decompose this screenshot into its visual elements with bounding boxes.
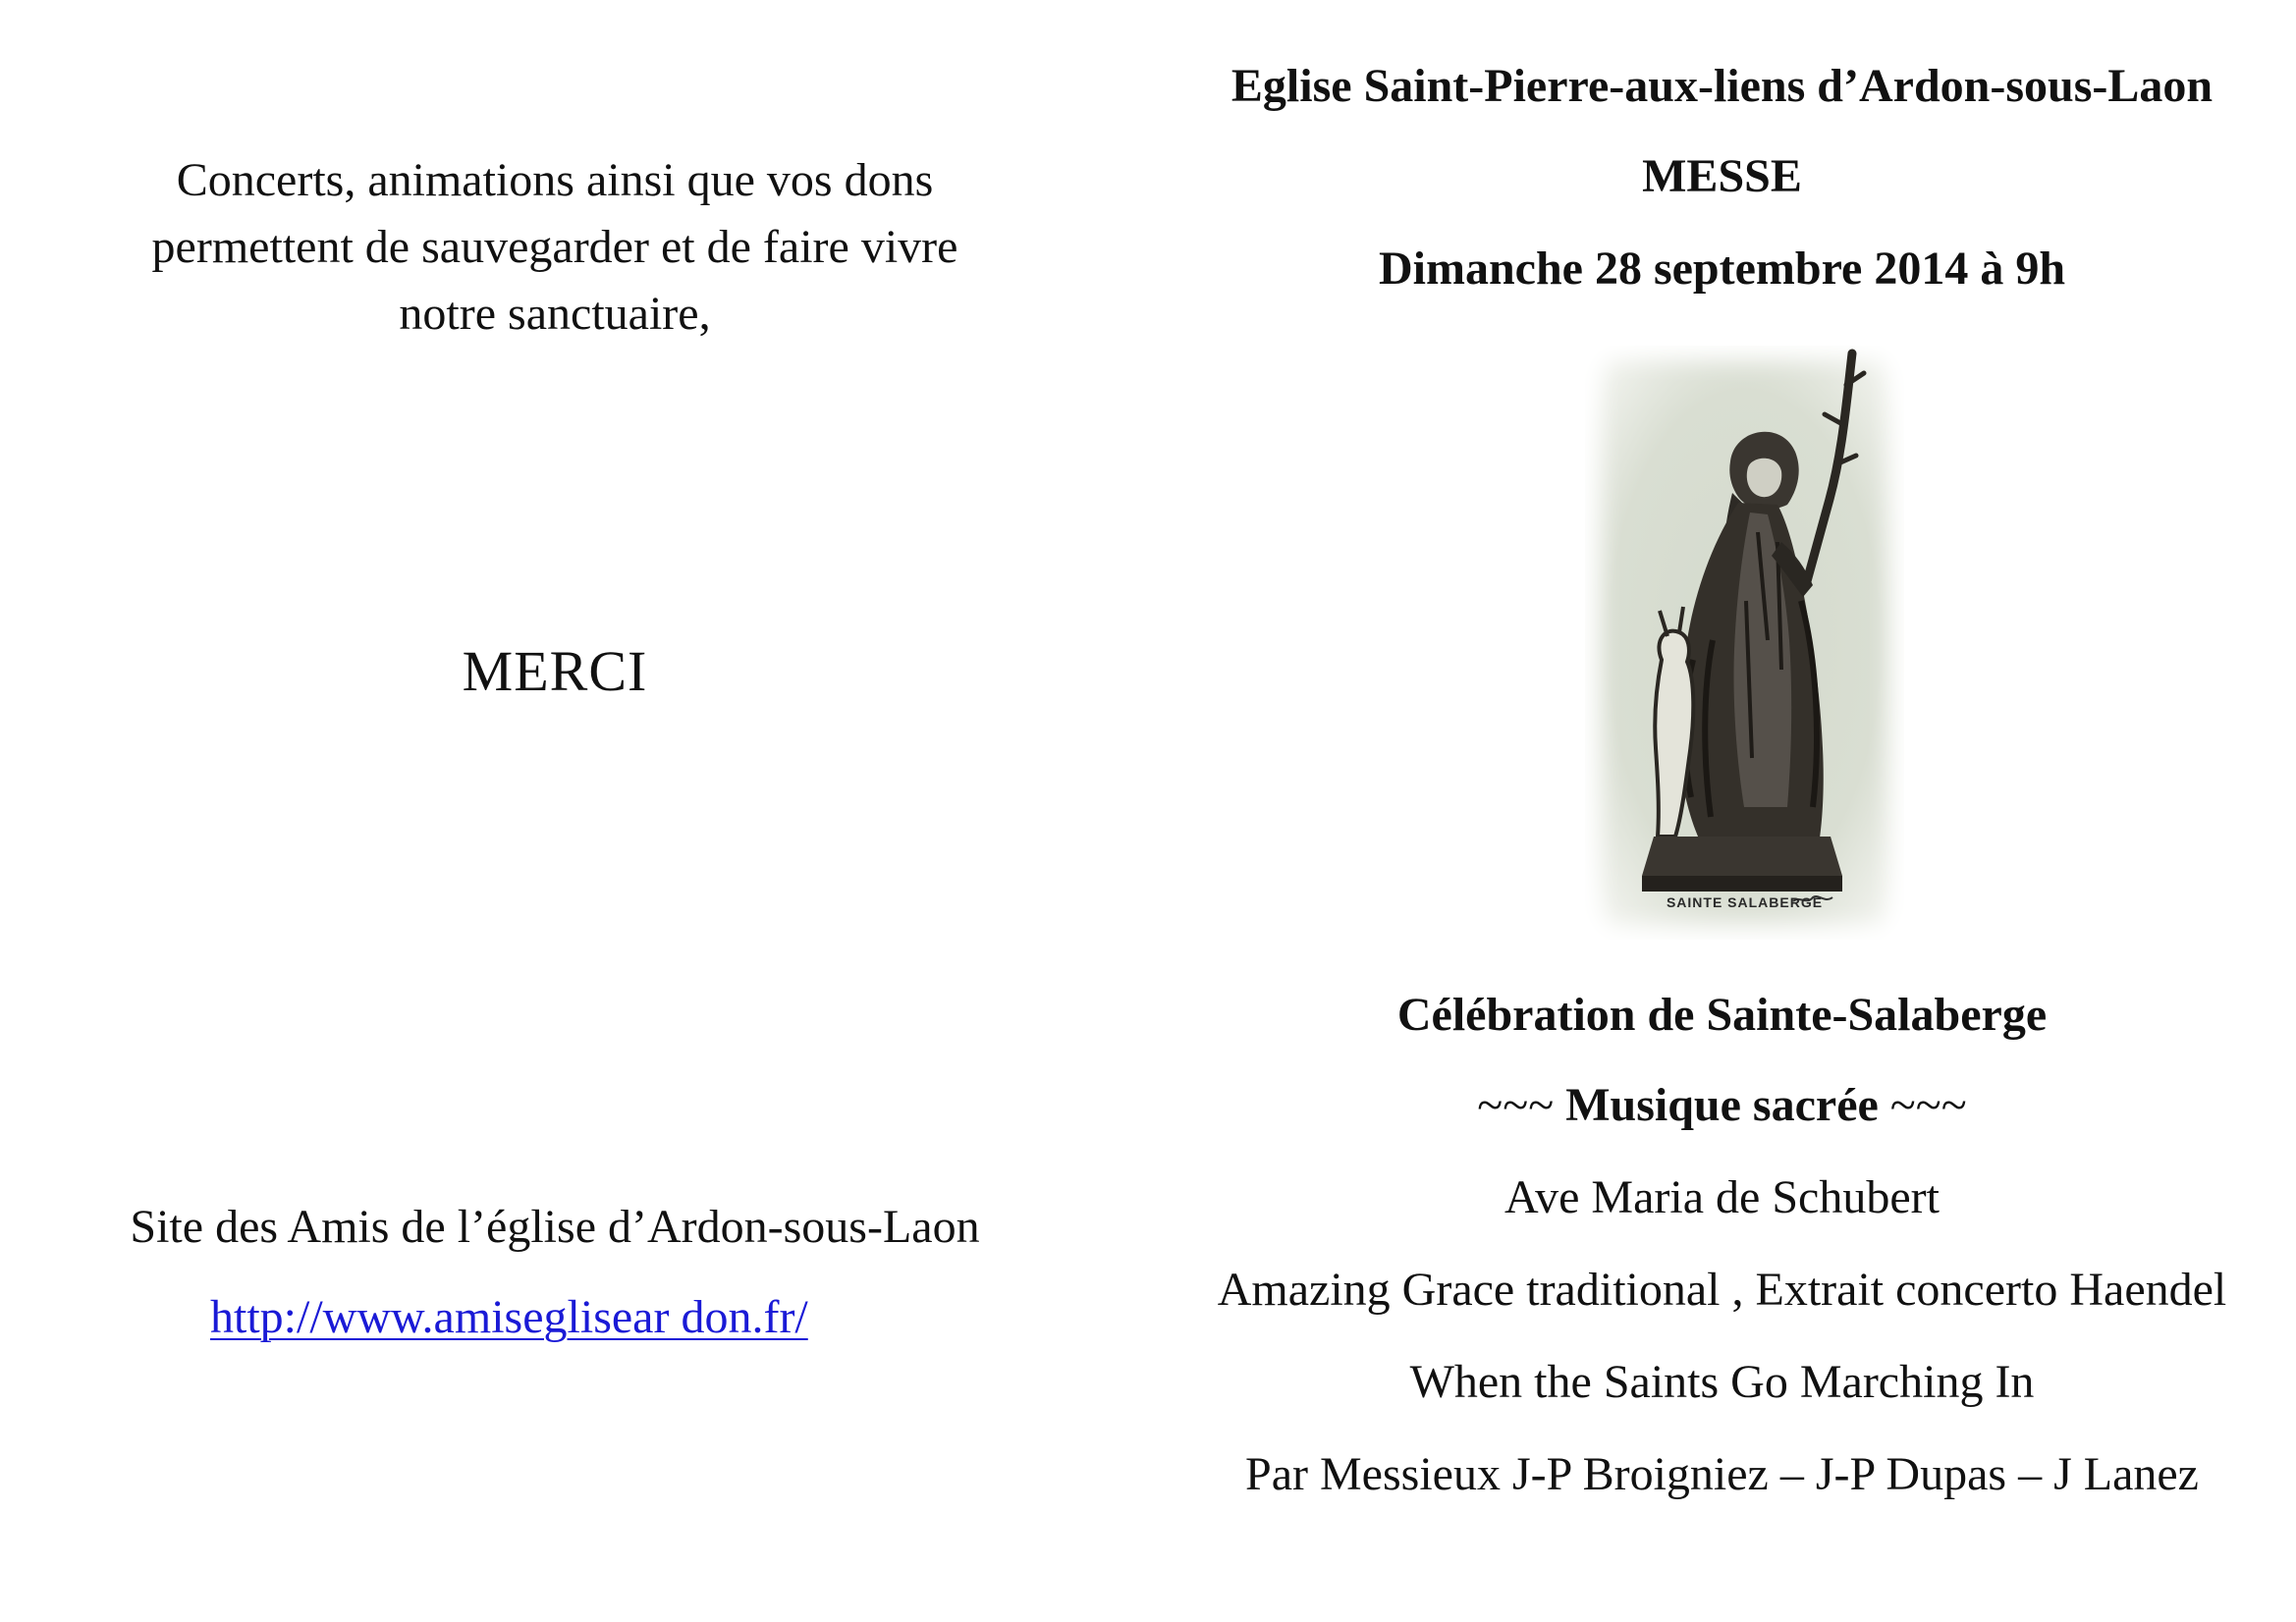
music-heading [1148,1078,2296,1132]
music-heading-text: Musique sacrée [1565,1079,1879,1131]
event-title: MESSE [1642,150,1802,202]
performers-line: Par Messieux J-P Broigniez – J-P Dupas – J Lanez [1245,1448,2199,1500]
thanks-heading: MERCI [462,639,648,703]
program-item: When the Saints Go Marching In [1409,1356,2035,1408]
celebration-title: Célébration de Sainte-Salaberge [1396,989,2048,1041]
intro-line: permettent de sauvegarder et de faire vivre [151,221,958,273]
intro-line: notre sanctuaire, [399,288,711,340]
tilde-suffix: ~~~ [1878,1079,1967,1131]
program-item: Ave Maria de Schubert [1504,1171,1940,1223]
saint-statue-image [1585,346,1904,940]
statue-illustration [1585,346,1904,940]
site-label: Site des Amis de l’église d’Ardon-sous-Laon [130,1201,980,1253]
tilde-prefix: ~~~ [1477,1079,1566,1131]
church-title: Eglise Saint-Pierre-aux-liens d’Ardon-sous-Laon [1230,60,2214,112]
left-page [0,0,1110,1622]
site-link[interactable]: http://www.amiseglisear don.fr/ [210,1291,808,1343]
event-date: Dimanche 28 septembre 2014 à 9h [1378,243,2066,295]
program-item: Amazing Grace traditional , Extrait concerto Haendel [1217,1264,2227,1316]
intro-text [0,147,1110,348]
intro-line: Concerts, animations ainsi que vos dons [176,154,934,206]
image-caption: SAINTE SALABERGE [1666,894,1824,910]
right-page [1148,0,2296,1622]
